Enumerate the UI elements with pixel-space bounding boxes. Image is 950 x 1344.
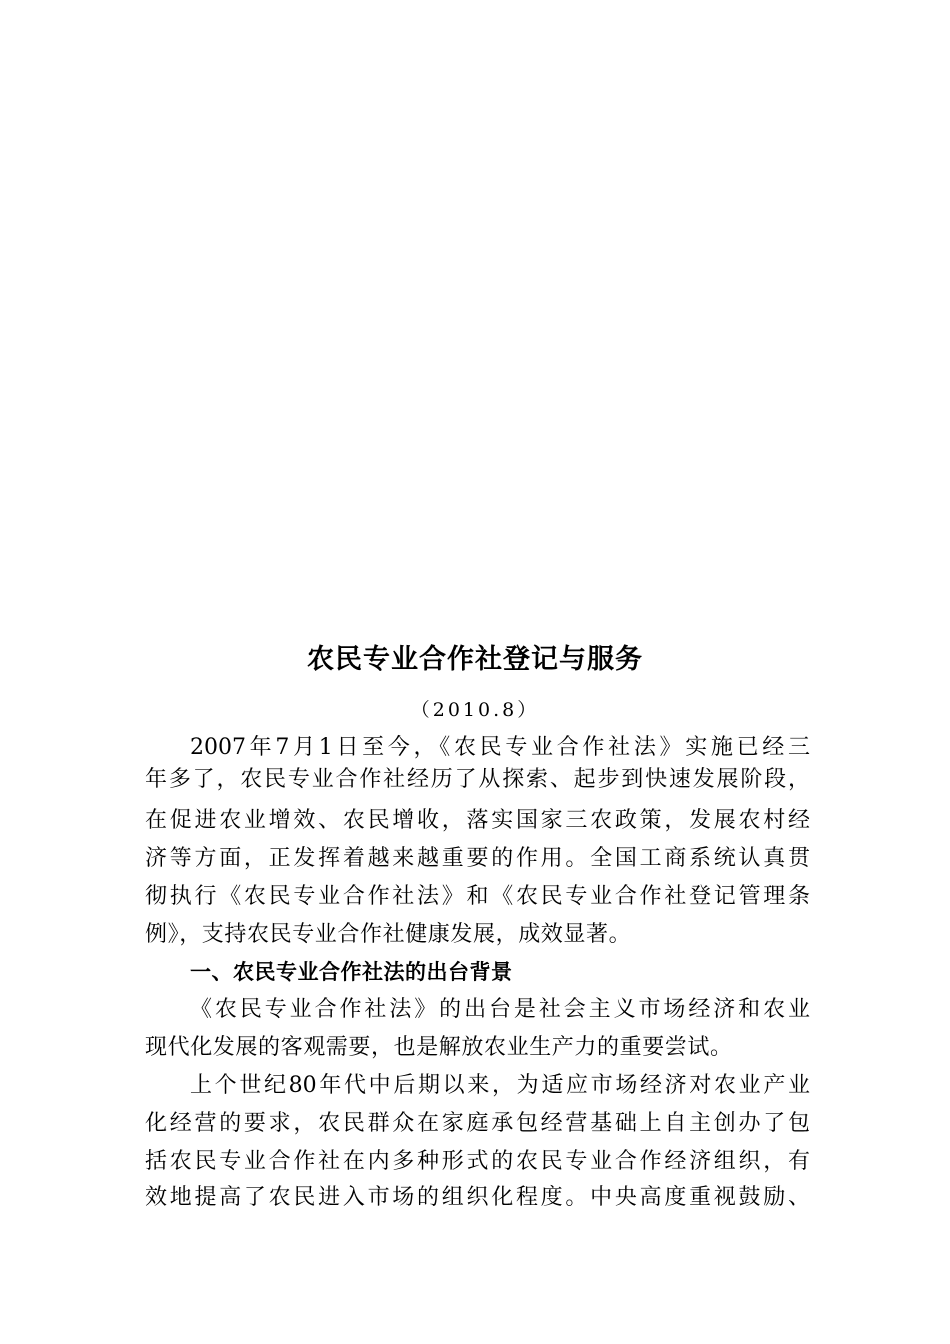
paragraph-line: 化经营的要求，农民群众在家庭承包经营基础上自主创办了包 [145, 1111, 810, 1136]
paragraph-line: 彻执行《农民专业合作社法》和《农民专业合作社登记管理条 [145, 884, 810, 909]
paragraph-line: 在促进农业增效、农民增收，落实国家三农政策，发展农村经 [145, 808, 810, 833]
paragraph-line: 上个世纪80年代中后期以来，为适应市场经济对农业产业 [190, 1073, 810, 1098]
document-date: （2010.8） [410, 699, 540, 721]
paragraph-line: 效地提高了农民进入市场的组织化程度。中央高度重视鼓励、 [145, 1185, 810, 1210]
paragraph-line: 括农民专业合作社在内多种形式的农民专业合作经济组织，有 [145, 1149, 810, 1174]
paragraph-line: 2007年7月1日至今，《农民专业合作社法》实施已经三 [190, 735, 810, 760]
document-title: 农民专业合作社登记与服务 [307, 644, 643, 675]
paragraph-line: 年多了，农民专业合作社经历了从探索、起步到快速发展阶段， [145, 767, 810, 792]
section-heading: 一、农民专业合作社法的出台背景 [190, 960, 513, 984]
paragraph-line: 现代化发展的客观需要，也是解放农业生产力的重要尝试。 [145, 1035, 733, 1060]
paragraph-line: 济等方面，正发挥着越来越重要的作用。全国工商系统认真贯 [145, 846, 810, 871]
paragraph-line: 例》，支持农民专业合作社健康发展，成效显著。 [145, 922, 632, 947]
paragraph-line: 《农民专业合作社法》的出台是社会主义市场经济和农业 [190, 997, 810, 1022]
